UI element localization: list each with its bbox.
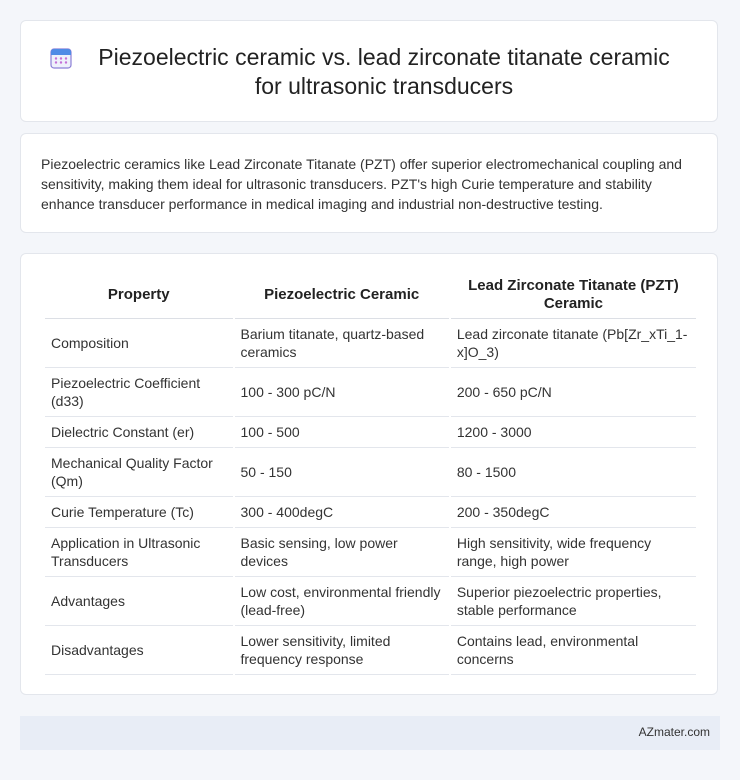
- table-row: [45, 417, 696, 448]
- table-row: [45, 528, 696, 577]
- cell-pzt: Lead zirconate titanate (Pb[Zr_xTi_1-x]O_3): [451, 319, 696, 368]
- cell-piezoelectric: 300 - 400degC: [235, 497, 449, 528]
- footer-bar: [20, 716, 720, 750]
- cell-piezoelectric: 100 - 300 pC/N: [235, 368, 449, 417]
- cell-piezoelectric: Lower sensitivity, limited frequency response: [235, 626, 449, 675]
- header-piezoelectric-ceramic: Piezoelectric Ceramic: [235, 272, 449, 319]
- cell-pzt: Superior piezoelectric properties, stable performance: [451, 577, 696, 626]
- cell-property: Composition: [45, 319, 233, 368]
- cell-property: Curie Temperature (Tc): [45, 497, 233, 528]
- cell-property: Piezoelectric Coefficient (d33): [45, 368, 233, 417]
- title-card: [20, 20, 718, 122]
- cell-pzt: 200 - 350degC: [451, 497, 696, 528]
- cell-pzt: High sensitivity, wide frequency range, high power: [451, 528, 696, 577]
- cell-property: Application in Ultrasonic Transducers: [45, 528, 233, 577]
- table-row: [45, 319, 696, 368]
- cell-pzt: 200 - 650 pC/N: [451, 368, 696, 417]
- intro-paragraph: Piezoelectric ceramics like Lead Zirconate Titanate (PZT) offer superior electromechanical coupling and sensitivity, making them ideal for ultrasonic transducers. PZT's high Curie temperature and stability enhance transducer performance in medical imaging and industrial non-destructive testing.: [41, 156, 682, 212]
- cell-property: Advantages: [45, 577, 233, 626]
- cell-pzt: Contains lead, environmental concerns: [451, 626, 696, 675]
- footer-site-name: AZmater.com: [638, 725, 710, 739]
- cell-property: Disadvantages: [45, 626, 233, 675]
- table-row: [45, 448, 696, 497]
- cell-piezoelectric: Basic sensing, low power devices: [235, 528, 449, 577]
- comparison-table: [43, 272, 698, 675]
- cell-property: Dielectric Constant (er): [45, 417, 233, 448]
- cell-property: Mechanical Quality Factor (Qm): [45, 448, 233, 497]
- page-title: Piezoelectric ceramic vs. lead zirconate titanate ceramic for ultrasonic transducers: [98, 44, 670, 99]
- intro-card: [20, 133, 718, 233]
- table-header-row: [45, 272, 696, 319]
- table-row: [45, 497, 696, 528]
- cell-pzt: 1200 - 3000: [451, 417, 696, 448]
- header-pzt-ceramic: Lead Zirconate Titanate (PZT) Ceramic: [451, 272, 696, 319]
- table-row: [45, 577, 696, 626]
- comparison-table-card: [20, 253, 718, 695]
- cell-piezoelectric: 50 - 150: [235, 448, 449, 497]
- cell-piezoelectric: Low cost, environmental friendly (lead-free): [235, 577, 449, 626]
- cell-piezoelectric: Barium titanate, quartz-based ceramics: [235, 319, 449, 368]
- header-property: Property: [45, 272, 233, 319]
- table-row: [45, 626, 696, 675]
- cell-piezoelectric: 100 - 500: [235, 417, 449, 448]
- cell-pzt: 80 - 1500: [451, 448, 696, 497]
- table-row: [45, 368, 696, 417]
